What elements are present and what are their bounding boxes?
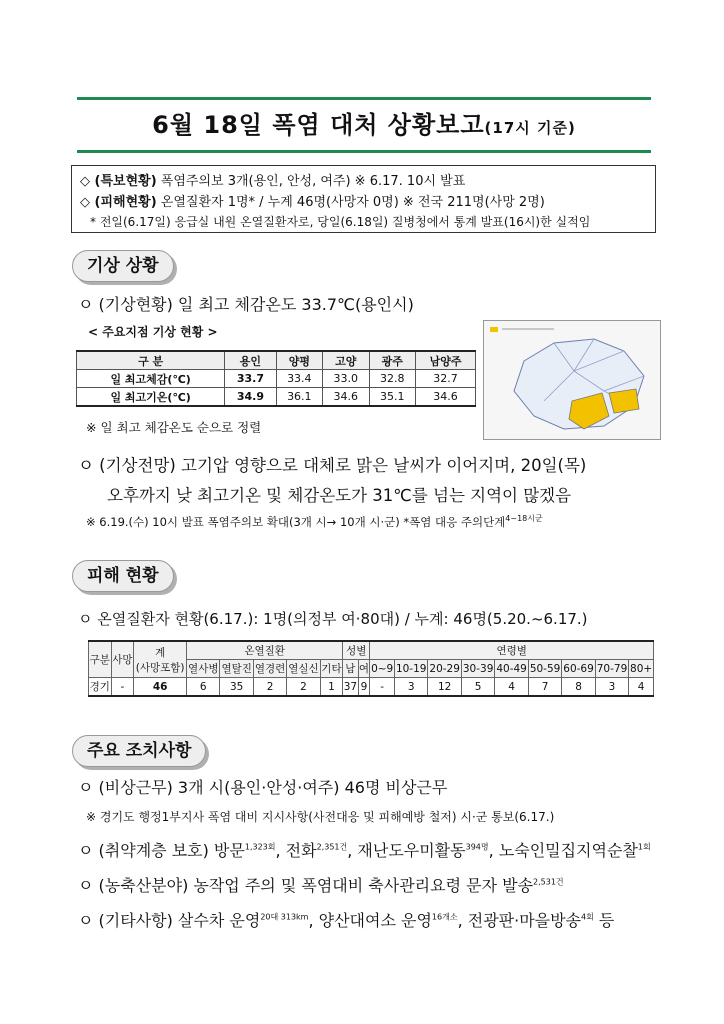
section-damage: 피해 현황 (72, 560, 174, 592)
table-row: 경기 - 46 6 35 2 2 1 37 9 - 3 12 5 4 7 8 3 4 (89, 678, 654, 697)
weather-table-header: 구 분 용인 양평 고양 광주 남양주 (77, 351, 476, 370)
summary-line-1: ◇ (특보현황) 폭염주의보 3개(용인, 안성, 여주) ※ 6.17. 10시 발표 (80, 174, 466, 189)
table-row: 일 최고체감(℃) 33.7 33.4 33.0 32.8 32.7 (77, 370, 476, 388)
action-vulnerable: ㅇ (취약계층 보호) 방문$^{1,323회}$, 전화$^{2,351건}$, 재난도우미활동$^{394명}$, 노숙인밀집지역순찰$^{1회}$ (78, 841, 651, 860)
weather-forecast-1: ㅇ (기상전망) 고기압 영향으로 대체로 맑은 날씨가 이어지며, 20일(목) (78, 456, 587, 475)
damage-line: ㅇ 온열질환자 현황(6.17.): 1명(의정부 여·80대) / 누계: 46명(5.20.~6.17.) (78, 610, 588, 628)
weather-forecast-2: 오후까지 낮 최고기온 및 체감온도가 31℃를 넘는 지역이 많겠음 (107, 486, 572, 505)
action-emergency-duty: ㅇ (비상근무) 3개 시(용인·안성·여주) 46명 비상근무 (78, 778, 448, 797)
heat-advisory-map (483, 320, 661, 440)
section-weather: 기상 상황 (72, 250, 174, 282)
weather-table-note: ※ 일 최고 체감온도 순으로 정렬 (86, 420, 262, 435)
table-row: 일 최고기온(℃) 34.9 36.1 34.6 35.1 34.6 (77, 388, 476, 407)
action-agriculture: ㅇ (농축산분야) 농작업 주의 및 폭염대비 축사관리요령 문자 발송$^{2,531건}$ (78, 876, 564, 895)
summary-line-3: * 전일(6.17일) 응급실 내원 온열질환자로, 당일(6.18일) 질병청에서 통계 발표(16시)한 실적임 (90, 215, 591, 229)
section-actions: 주요 조치사항 (72, 735, 206, 767)
weather-table (76, 350, 476, 407)
action-other: ㅇ (기타사항) 살수차 운영$^{20대 313km}$, 양산대여소 운영$^{16개소}$, 전광판·마을방송$^{4회}$ 등 (78, 911, 615, 930)
damage-table (88, 640, 654, 697)
page-title: 6월 18일 폭염 대처 상황보고(17시 기준) (152, 111, 576, 139)
weather-current: ㅇ (기상현황) 일 최고 체감온도 33.7℃(용인시) (78, 295, 414, 314)
damage-table-subheader: 열사병 열탈진 열경련 열실신 기타 남 여 0~9 10-19 20-29 30-39 40-49 50-59 60-69 70-79 80+ (89, 660, 654, 678)
weather-advisory: ※ 6.19.(수) 10시 발표 폭염주의보 확대(3개 시→ 10개 시·군) *폭염 대응 주의단계$^{4\sim 18시군}$ (86, 514, 543, 529)
title-bar (77, 97, 651, 153)
summary-line-2: ◇ (피해현황) 온열질환자 1명* / 누계 46명(사망자 0명) ※ 전국 211명(사망 2명) (80, 195, 545, 210)
summary-box (71, 165, 656, 233)
action-emergency-note: ※ 경기도 행정1부지사 폭염 대비 지시사항(사전대응 및 피해예방 철저) 시·군 통보(6.17.) (86, 810, 555, 824)
weather-table-title: < 주요지점 기상 현황 > (88, 325, 218, 339)
gyeonggi-map-image (484, 321, 660, 439)
damage-table-header: 구분 사망 계 (사망포함) 온열질환 성별 연령별 (89, 641, 654, 660)
